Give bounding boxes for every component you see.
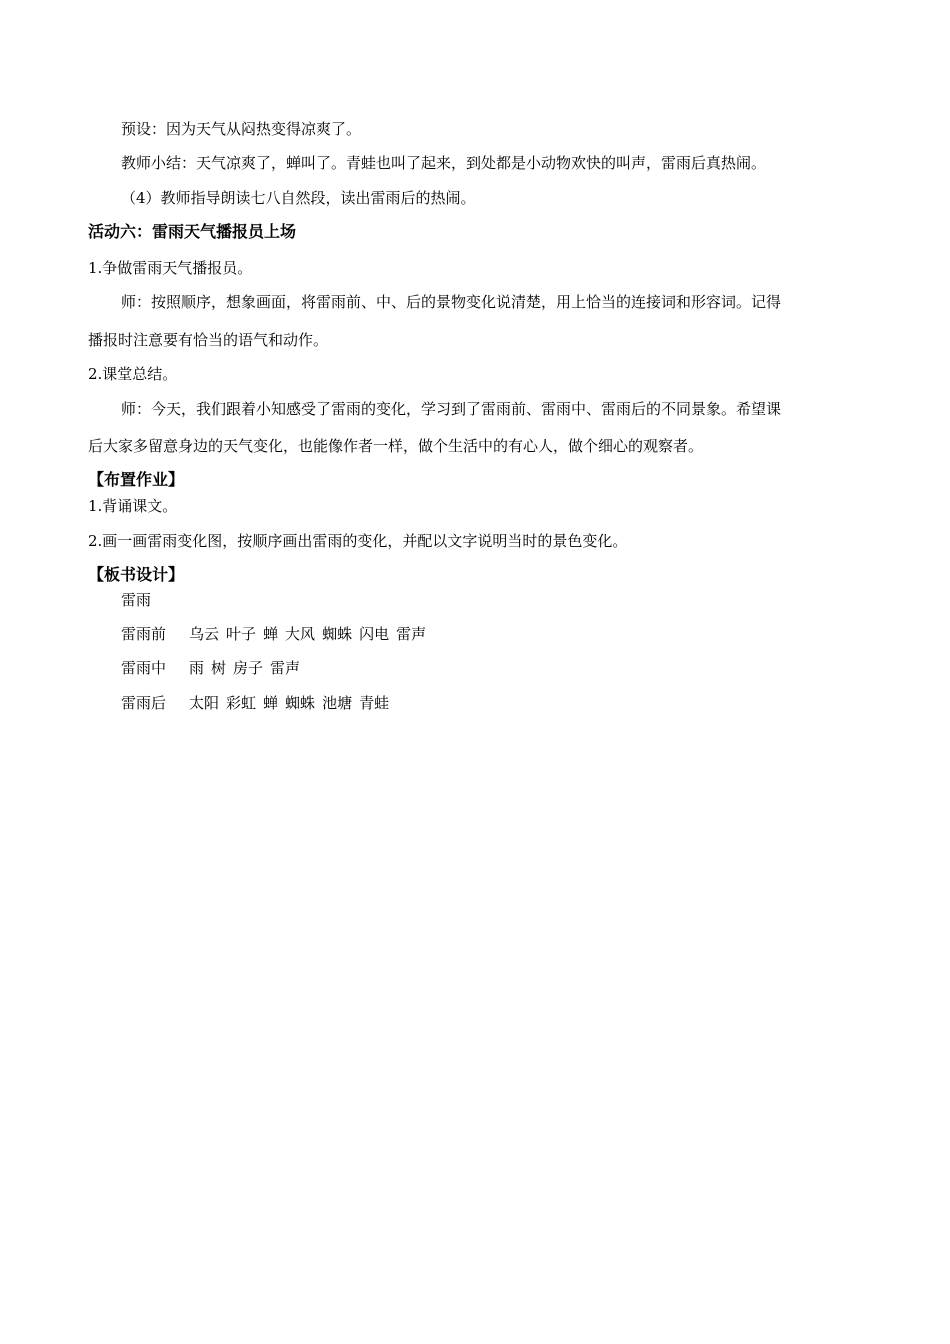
board-row-during <box>121 658 307 678</box>
homework-item1: 1.背诵课文。 <box>88 497 178 515</box>
activity6-item2-text-line2: 后大家多留意身边的天气变化，也能像作者一样，做个生活中的有心人，做个细心的观察者。 <box>88 437 704 455</box>
board-row-after <box>121 693 396 713</box>
board-item: 蜘蛛 <box>322 625 353 643</box>
activity6-item1-title: 1.争做雷雨天气播报员。 <box>88 259 253 277</box>
homework-heading: 【布置作业】 <box>88 470 185 489</box>
board-item: 雷声 <box>396 625 427 643</box>
paragraph-reading-guide: （4）教师指导朗读七八自然段，读出雷雨后的热闹。 <box>121 189 476 207</box>
board-item: 乌云 <box>189 625 220 643</box>
board-item: 叶子 <box>226 625 257 643</box>
board-item: 雷声 <box>270 659 301 677</box>
board-item: 彩虹 <box>226 694 257 712</box>
board-item: 蝉 <box>263 625 279 643</box>
board-design-heading: 【板书设计】 <box>88 565 185 584</box>
board-item: 池塘 <box>322 694 353 712</box>
board-row-label: 雷雨前 <box>121 625 167 643</box>
board-row-label: 雷雨中 <box>121 659 167 677</box>
activity6-item2-text-line1: 师：今天，我们跟着小知感受了雷雨的变化，学习到了雷雨前、雷雨中、雷雨后的不同景象。希望课 <box>121 400 782 418</box>
board-item: 太阳 <box>189 694 220 712</box>
board-item: 闪电 <box>359 625 390 643</box>
board-row-before <box>121 624 433 644</box>
activity6-item1-text-line1: 师：按照顺序，想象画面，将雷雨前、中、后的景物变化说清楚，用上恰当的连接词和形容词。记得 <box>121 293 782 311</box>
board-item: 雨 <box>189 659 205 677</box>
board-item: 蝉 <box>263 694 279 712</box>
board-item: 房子 <box>233 659 264 677</box>
activity6-item2-title: 2.课堂总结。 <box>88 365 178 383</box>
homework-item2: 2.画一画雷雨变化图，按顺序画出雷雨的变化，并配以文字说明当时的景色变化。 <box>88 532 628 550</box>
board-row-label: 雷雨后 <box>121 694 167 712</box>
board-item: 树 <box>211 659 227 677</box>
activity6-item1-text-line2: 播报时注意要有恰当的语气和动作。 <box>88 331 329 349</box>
activity6-heading: 活动六：雷雨天气播报员上场 <box>88 222 297 241</box>
paragraph-teacher-summary: 教师小结：天气凉爽了，蝉叫了。青蛙也叫了起来，到处都是小动物欢快的叫声，雷雨后真热闹。 <box>121 154 767 172</box>
board-item: 蜘蛛 <box>285 694 316 712</box>
paragraph-preset: 预设：因为天气从闷热变得凉爽了。 <box>121 120 362 138</box>
board-topic: 雷雨 <box>121 591 152 609</box>
board-item: 大风 <box>285 625 316 643</box>
board-item: 青蛙 <box>359 694 390 712</box>
